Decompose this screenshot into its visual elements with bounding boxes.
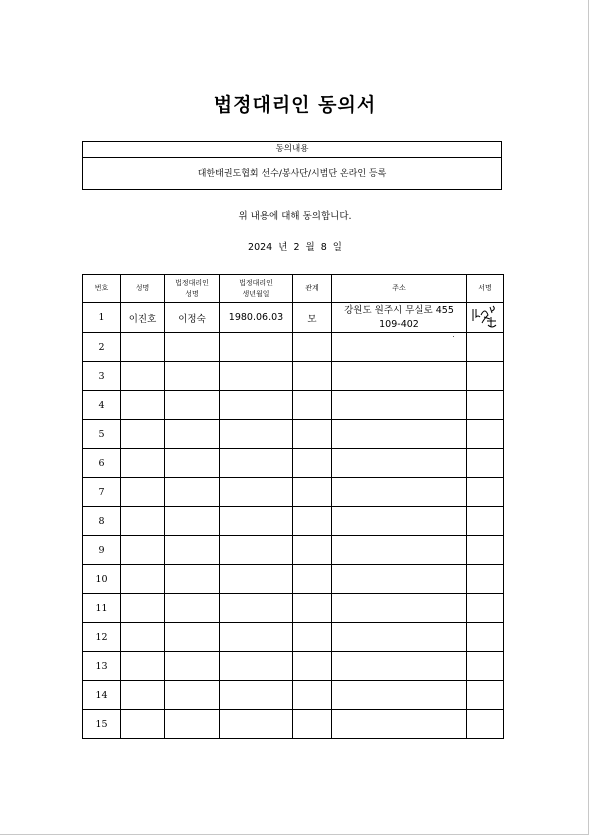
address-cell — [332, 362, 467, 391]
table-body — [83, 303, 504, 739]
relation-cell — [293, 333, 332, 362]
relation-cell — [293, 681, 332, 710]
header-name: 성명 — [121, 275, 165, 303]
student-name-cell: 이진호 — [121, 303, 165, 333]
guardian-name-cell — [165, 681, 220, 710]
guardian-birth-cell — [220, 333, 293, 362]
header-guardian-birth: 법정대리인 생년월일 — [220, 275, 293, 303]
agreement-statement: 위 내용에 대해 동의합니다. — [238, 211, 352, 222]
row-number-cell: 15 — [83, 710, 121, 739]
signature-cell — [467, 303, 504, 333]
guardian-birth-cell — [220, 420, 293, 449]
signature-cell — [467, 652, 504, 681]
guardian-name-cell — [165, 652, 220, 681]
table-row — [83, 536, 504, 565]
guardian-birth-cell — [220, 710, 293, 739]
guardian-birth-cell — [220, 362, 293, 391]
relation-cell — [293, 565, 332, 594]
signature-cell — [467, 623, 504, 652]
student-name-cell — [121, 478, 165, 507]
relation-cell — [293, 391, 332, 420]
consent-text: 대한태권도협회 선수/봉사단/시범단 온라인 등록 — [197, 169, 387, 179]
guardian-birth-cell — [220, 536, 293, 565]
address-cell — [332, 623, 467, 652]
student-name-cell — [121, 362, 165, 391]
signature-cell — [467, 449, 504, 478]
table-row — [83, 594, 504, 623]
student-name-cell — [121, 449, 165, 478]
guardian-name-cell — [165, 623, 220, 652]
guardian-birth-cell — [220, 478, 293, 507]
student-name-cell — [121, 420, 165, 449]
address-cell — [332, 652, 467, 681]
header-guardian-name: 법정대리인 성명 — [165, 275, 220, 303]
address-cell — [332, 449, 467, 478]
table-row — [83, 652, 504, 681]
table-row — [83, 420, 504, 449]
signature-cell — [467, 565, 504, 594]
address-cell — [332, 710, 467, 739]
relation-cell — [293, 362, 332, 391]
signature-cell — [467, 391, 504, 420]
row-number-cell: 11 — [83, 594, 121, 623]
relation-cell — [293, 420, 332, 449]
address-cell — [332, 420, 467, 449]
student-name-cell — [121, 623, 165, 652]
guardian-name-cell — [165, 420, 220, 449]
address-cell — [332, 565, 467, 594]
table-row — [83, 303, 504, 333]
guardian-birth-cell — [220, 681, 293, 710]
address-cell — [332, 507, 467, 536]
row-number-cell: 14 — [83, 681, 121, 710]
guardian-name-cell — [165, 536, 220, 565]
guardian-birth-cell — [220, 594, 293, 623]
header-relation: 관계 — [293, 275, 332, 303]
relation-cell: 모 — [293, 303, 332, 333]
relation-cell — [293, 536, 332, 565]
table-row — [83, 449, 504, 478]
signature-cell — [467, 507, 504, 536]
guardian-birth-cell — [220, 623, 293, 652]
relation-cell — [293, 710, 332, 739]
guardian-name-cell — [165, 710, 220, 739]
consent-header: 동의내용 — [83, 142, 501, 158]
table-row — [83, 565, 504, 594]
document-date: 2024 년 2 월 8 일 — [248, 242, 342, 253]
guardian-birth-cell — [220, 449, 293, 478]
header-number: 번호 — [83, 275, 121, 303]
row-number-cell: 9 — [83, 536, 121, 565]
student-name-cell — [121, 391, 165, 420]
stray-mark — [453, 336, 454, 337]
table-header-row — [83, 275, 504, 303]
signature-cell — [467, 420, 504, 449]
table-row — [83, 333, 504, 362]
row-number-cell: 12 — [83, 623, 121, 652]
guardian-name-cell — [165, 391, 220, 420]
signature-cell — [467, 333, 504, 362]
consent-box — [82, 141, 502, 190]
table-row — [83, 362, 504, 391]
relation-cell — [293, 449, 332, 478]
address-cell — [332, 333, 467, 362]
row-number-cell: 6 — [83, 449, 121, 478]
guardian-birth-cell — [220, 652, 293, 681]
guardian-birth-cell — [220, 565, 293, 594]
signature-cell — [467, 536, 504, 565]
table-row — [83, 623, 504, 652]
row-number-cell: 3 — [83, 362, 121, 391]
guardian-name-cell — [165, 478, 220, 507]
signature-cell — [467, 362, 504, 391]
table-row — [83, 507, 504, 536]
student-name-cell — [121, 536, 165, 565]
signature-cell — [467, 478, 504, 507]
guardian-birth-cell — [220, 507, 293, 536]
relation-cell — [293, 507, 332, 536]
guardian-name-cell — [165, 594, 220, 623]
guardian-name-cell — [165, 449, 220, 478]
student-name-cell — [121, 710, 165, 739]
student-name-cell — [121, 681, 165, 710]
header-address: 주소 — [332, 275, 467, 303]
guardian-birth-cell: 1980.06.03 — [220, 303, 293, 333]
address-cell — [332, 536, 467, 565]
student-name-cell — [121, 652, 165, 681]
table-row — [83, 478, 504, 507]
table-row — [83, 681, 504, 710]
row-number-cell: 13 — [83, 652, 121, 681]
header-signature: 서명 — [467, 275, 504, 303]
student-name-cell — [121, 594, 165, 623]
row-number-cell: 1 — [83, 303, 121, 333]
row-number-cell: 7 — [83, 478, 121, 507]
relation-cell — [293, 623, 332, 652]
student-name-cell — [121, 565, 165, 594]
address-cell — [332, 594, 467, 623]
document-title: 법정대리인 동의서 — [213, 94, 377, 116]
address-cell — [332, 681, 467, 710]
relation-cell — [293, 594, 332, 623]
row-number-cell: 4 — [83, 391, 121, 420]
student-name-cell — [121, 333, 165, 362]
table-row — [83, 391, 504, 420]
address-cell — [332, 478, 467, 507]
row-number-cell: 5 — [83, 420, 121, 449]
signature-cell — [467, 594, 504, 623]
guardian-name-cell — [165, 565, 220, 594]
row-number-cell: 10 — [83, 565, 121, 594]
guardian-table — [82, 274, 504, 739]
row-number-cell: 2 — [83, 333, 121, 362]
relation-cell — [293, 478, 332, 507]
guardian-birth-cell — [220, 391, 293, 420]
signature-cell — [467, 710, 504, 739]
guardian-name-cell — [165, 362, 220, 391]
address-cell — [332, 391, 467, 420]
signature-cell — [467, 681, 504, 710]
relation-cell — [293, 652, 332, 681]
signature-image — [470, 303, 500, 329]
student-name-cell — [121, 507, 165, 536]
table-row — [83, 710, 504, 739]
guardian-name-cell: 이정숙 — [165, 303, 220, 333]
guardian-name-cell — [165, 333, 220, 362]
row-number-cell: 8 — [83, 507, 121, 536]
address-cell: 강원도 원주시 무실로 455 109-402 — [332, 303, 467, 333]
guardian-name-cell — [165, 507, 220, 536]
